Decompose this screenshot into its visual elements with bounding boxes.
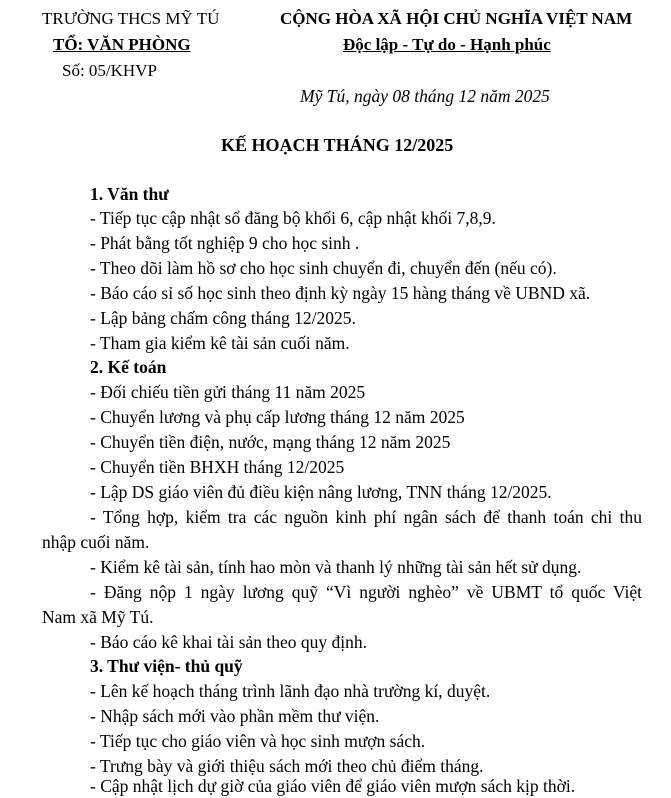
list-item: - Đăng nộp 1 ngày lương quỹ “Vì người nghèo” về UBMT tổ quốc Việt <box>90 582 642 602</box>
list-item: - Phát bằng tốt nghiệp 9 cho học sinh . <box>90 233 360 253</box>
list-item: - Tham gia kiểm kê tài sản cuối năm. <box>90 333 350 353</box>
list-item: - Chuyển tiền BHXH tháng 12/2025 <box>90 457 345 477</box>
list-item: - Tiếp tục cập nhật sổ đăng bộ khối 6, cập nhật khối 7,8,9. <box>90 208 496 228</box>
list-item: - Báo cáo kê khai tài sản theo quy định. <box>90 632 368 652</box>
list-item: - Trưng bày và giới thiệu sách mới theo chủ điểm tháng. <box>90 756 484 776</box>
section-heading: 2. Kế toán <box>90 357 167 377</box>
document-number: Số: 05/KHVP <box>62 61 157 80</box>
document-title: KẾ HOẠCH THÁNG 12/2025 <box>221 135 454 155</box>
list-item: - Tiếp tục cho giáo viên và học sinh mượn sách. <box>90 731 426 751</box>
motto: Độc lập - Tự do - Hạnh phúc <box>343 35 551 54</box>
country-name: CỘNG HÒA XÃ HỘI CHỦ NGHĨA VIỆT NAM <box>280 9 633 28</box>
list-item-continuation: Nam xã Mỹ Tú. <box>42 607 154 627</box>
department-name: TỔ: VĂN PHÒNG <box>53 35 191 54</box>
list-item: - Chuyển lương và phụ cấp lương tháng 12 năm 2025 <box>90 407 465 427</box>
list-item: - Lập bảng chấm công tháng 12/2025. <box>90 308 356 328</box>
list-item: - Theo dõi làm hồ sơ cho học sinh chuyển đi, chuyển đến (nếu có). <box>90 258 557 278</box>
school-name: TRƯỜNG THCS MỸ TÚ <box>42 9 220 28</box>
list-item-continuation: nhập cuối năm. <box>42 532 150 552</box>
list-item: - Lập DS giáo viên đủ điều kiện nâng lương, TNN tháng 12/2025. <box>90 482 552 502</box>
list-item: - Báo cáo sỉ số học sinh theo định kỳ ngày 15 hàng tháng về UBND xã. <box>90 283 591 303</box>
list-item: - Chuyển tiền điện, nước, mạng tháng 12 năm 2025 <box>90 432 451 452</box>
place-date: Mỹ Tú, ngày 08 tháng 12 năm 2025 <box>300 86 550 106</box>
list-item: - Kiểm kê tài sản, tính hao mòn và thanh lý những tài sản hết sử dụng. <box>90 557 582 577</box>
list-item: - Đối chiếu tiền gửi tháng 11 năm 2025 <box>90 382 366 402</box>
list-item: - Cập nhật lịch dự giờ của giáo viên để giáo viên mượn sách kịp thời. <box>90 776 576 796</box>
section-heading: 3. Thư viện- thủ quỹ <box>90 656 243 676</box>
section-heading: 1. Văn thư <box>90 184 169 204</box>
list-item: - Tổng hợp, kiểm tra các nguồn kinh phí ngân sách để thanh toán chi thu <box>90 507 642 527</box>
list-item: - Lên kế hoạch tháng trình lãnh đạo nhà trường kí, duyệt. <box>90 681 491 701</box>
list-item: - Nhập sách mới vào phần mềm thư viện. <box>90 706 380 726</box>
